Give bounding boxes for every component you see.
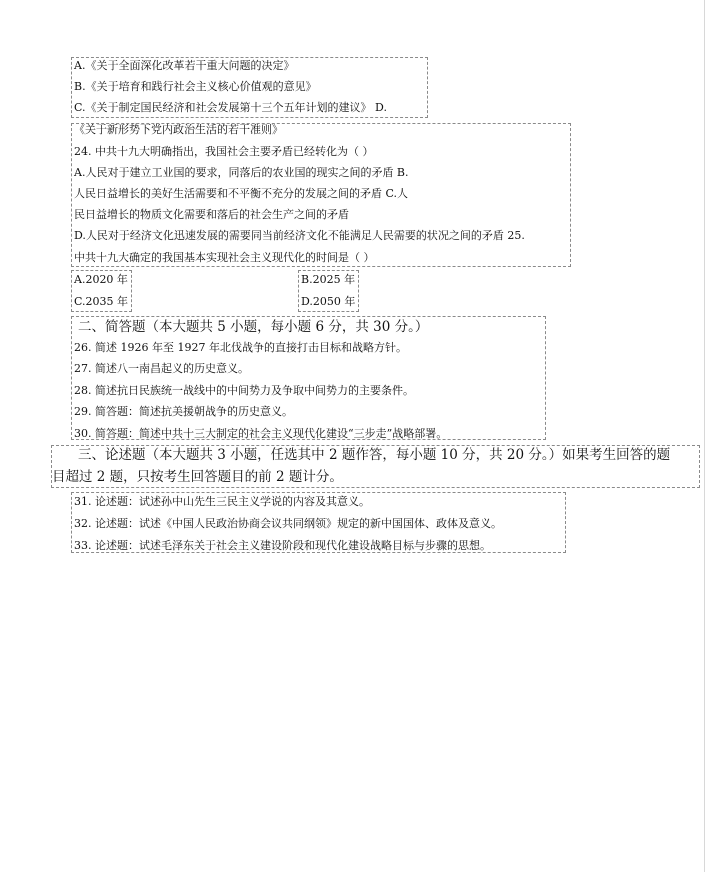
q24-option-c-cont: 民日益增长的物质文化需要和落后的社会生产之间的矛盾 — [74, 208, 349, 221]
q25-option-d: D.2050 年 — [301, 295, 356, 308]
section3-title-line1: 三、论述题（本大题共 3 小题，任选其中 2 题作答，每小题 10 分，共 20 分。）如果考生回答的题 — [78, 447, 671, 463]
q31: 31. 论述题：试述孙中山先生三民主义学说的内容及其意义。 — [74, 495, 370, 508]
section3-title-line2: 目超过 2 题，只按考生回答题目的前 2 题计分。 — [52, 469, 343, 485]
q25-option-a: A.2020 年 — [74, 273, 128, 286]
q24-option-d: D.人民对于经济文化迅速发展的需要同当前经济文化不能满足人民需要的状况之间的矛盾 25. — [74, 229, 525, 242]
q30: 30. 简答题：简述中共十三大制定的社会主义现代化建设“三步走”战略部署。 — [74, 427, 448, 440]
q33: 33. 论述题：试述毛泽东关于社会主义建设阶段和现代化建设战略目标与步骤的思想。 — [74, 539, 491, 552]
q25-option-c: C.2035 年 — [74, 295, 129, 308]
q25-option-b: B.2025 年 — [301, 273, 356, 286]
q24-option-a-b: A.人民对于建立工业国的要求，同落后的农业国的现实之间的矛盾 B. — [74, 166, 409, 179]
q24-option-b-c: 人民日益增长的美好生活需要和不平衡不充分的发展之间的矛盾 C.人 — [74, 187, 409, 200]
page-edge-rule — [704, 0, 705, 872]
q23-option-d: 《关于新形势下党内政治生活的若干准则》 — [74, 123, 283, 136]
q29: 29. 简答题：简述抗美援朝战争的历史意义。 — [74, 405, 293, 418]
q23-option-a: A.《关于全面深化改革若干重大问题的决定》 — [74, 59, 295, 72]
q23-option-c: C.《关于制定国民经济和社会发展第十三个五年计划的建议》 D. — [74, 101, 387, 114]
q24-stem: 24. 中共十九大明确指出，我国社会主要矛盾已经转化为（ ） — [74, 145, 374, 158]
section2-title: 二、简答题（本大题共 5 小题，每小题 6 分，共 30 分。） — [78, 319, 429, 335]
q27: 27. 简述八一南昌起义的历史意义。 — [74, 362, 249, 375]
q23-option-b: B.《关于培育和践行社会主义核心价值观的意见》 — [74, 80, 317, 93]
q25-stem: 中共十九大确定的我国基本实现社会主义现代化的时间是（ ） — [74, 251, 375, 264]
q32: 32. 论述题：试述《中国人民政治协商会议共同纲领》规定的新中国国体、政体及意义。 — [74, 517, 502, 530]
q26: 26. 简述 1926 年至 1927 年北伐战争的直接打击目标和战略方针。 — [74, 341, 407, 354]
q28: 28. 简述抗日民族统一战线中的中间势力及争取中间势力的主要条件。 — [74, 384, 414, 397]
